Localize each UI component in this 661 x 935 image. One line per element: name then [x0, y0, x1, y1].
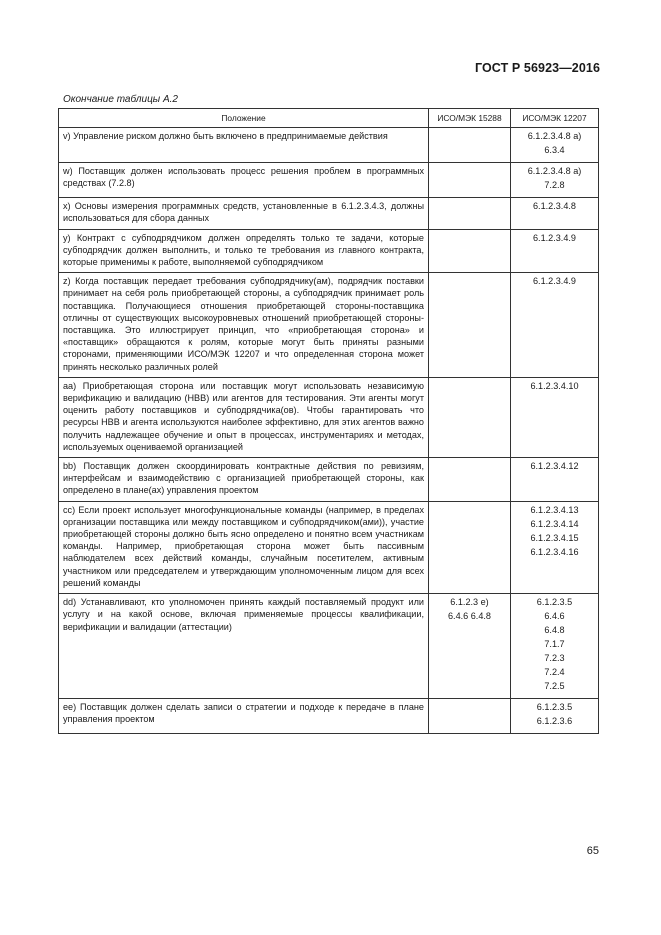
iso12207-cell — [511, 198, 599, 229]
iso12207-cell — [511, 163, 599, 198]
table-row — [59, 229, 599, 273]
clause-reference: 6.1.2.3 e) — [450, 597, 489, 608]
iso12207-cell — [511, 501, 599, 593]
column-header-provision: Положение — [59, 109, 429, 128]
clause-reference: 6.1.2.3.4.13 — [530, 504, 579, 515]
table-body — [59, 128, 599, 734]
iso15288-cell — [429, 128, 511, 163]
iso12207-cell — [511, 229, 599, 273]
provision-cell: v) Управление риском должно быть включено в предпринимаемые действия — [59, 128, 429, 163]
iso15288-cell — [429, 377, 511, 457]
table-row — [59, 699, 599, 734]
clause-reference: 6.1.2.3.5 — [536, 597, 573, 608]
iso15288-cell — [429, 273, 511, 378]
table-row — [59, 128, 599, 163]
iso12207-cell — [511, 273, 599, 378]
clause-reference: 6.4.6 — [544, 611, 565, 622]
table-row — [59, 198, 599, 229]
table-row — [59, 501, 599, 593]
clause-reference: 7.2.4 — [544, 667, 565, 678]
table-row — [59, 163, 599, 198]
column-header-iso15288: ИСО/МЭК 15288 — [429, 109, 511, 128]
provision-cell: cc) Если проект использует многофункциональные команды (например, в пределах организации поставщика или между поставщиком и субподрядчиком(ами)), участие приобретающей стороны должно быть ясно определено и понятно всем участникам команды. Например, приобретающая сторона может быть пассивным наблюдателем всех действий команды, случайным посетителем, активным участником или председателем и утверждающим уполномоченным лицом для всех решений команды — [59, 501, 429, 593]
provision-cell: x) Основы измерения программных средств, установленные в 6.1.2.3.4.3, должны использоваться для сбора данных — [59, 198, 429, 229]
clause-reference: 6.1.2.3.4.9 — [533, 276, 576, 287]
clause-reference: 6.4.8 — [544, 625, 565, 636]
iso12207-cell — [511, 128, 599, 163]
iso15288-cell — [429, 229, 511, 273]
table-row — [59, 594, 599, 699]
iso15288-cell — [429, 458, 511, 502]
iso12207-cell — [511, 377, 599, 457]
clause-reference: 6.1.2.3.4.9 — [533, 232, 576, 243]
provision-cell: bb) Поставщик должен скоординировать контрактные действия по ревизиям, интерфейсам и взаимодействию с организацией приобретающей стороны, как определено в плане(ах) управления проектом — [59, 458, 429, 502]
clause-reference: 6.1.2.3.4.8 a) — [527, 131, 582, 142]
iso15288-cell — [429, 501, 511, 593]
clause-reference: 6.1.2.3.4.16 — [530, 546, 579, 557]
clause-reference: 6.1.2.3.4.14 — [530, 518, 579, 529]
provision-cell: z) Когда поставщик передает требования субподрядчику(ам), подрядчик поставки принимает на себя роль приобретающей стороны, а субподрядчик принимает роль поставщика. Получающиеся отношения приобретающей стороны-поставщика отличны от существующих высокоуровневых отношений приобретающей стороны-поставщика. Это иллюстрирует принцип, что «приобретающая сторона» и «поставщик» обращаются к ролям, которые могут быть приняты разными сторонами, применяющими ИСО/МЭК 12207 и что определенная сторона может принять несколько различных ролей — [59, 273, 429, 378]
iso12207-cell — [511, 458, 599, 502]
provision-cell: aa) Приобретающая сторона или поставщик могут использовать независимую верификацию и валидацию (НВВ) или агентов для тестирования. Эти агенты могут оценить работу поставщиков и субподрядчика(ов). Чтобы гарантировать что ресурсы НВВ и агента используются наиболее эффективно, для этих агентов важно получить надлежащее обучение и опыт в процессах, инструментариях и методах, используемых оцениваемой организацией — [59, 377, 429, 457]
clause-reference: 6.1.2.3.4.12 — [530, 461, 579, 472]
clause-reference: 6.1.2.3.4.10 — [530, 380, 579, 391]
iso12207-cell — [511, 594, 599, 699]
iso15288-cell — [429, 699, 511, 734]
table-caption: Окончание таблицы А.2 — [63, 94, 178, 105]
clause-reference: 6.1.2.3.4.8 a) — [527, 166, 582, 177]
provision-cell: y) Контракт с субподрядчиком должен определять только те задачи, которые субподрядчик должен выполнить, и только те требования из главного контракта, которые применимы к работе, выполняемой субподрядчиком — [59, 229, 429, 273]
standard-designation: ГОСТ Р 56923—2016 — [474, 61, 600, 75]
clause-reference: 6.1.2.3.6 — [536, 716, 573, 727]
table-row — [59, 458, 599, 502]
provision-cell: w) Поставщик должен использовать процесс решения проблем в программных средствах (7.2.8) — [59, 163, 429, 198]
clause-reference: 7.2.8 — [544, 180, 565, 191]
clause-reference: 6.3.4 — [544, 145, 565, 156]
provision-cell: dd) Устанавливают, кто уполномочен принять каждый поставляемый продукт или услугу и на какой основе, включая применяемые процессы квалификации, верификации и валидации (аттестации) — [59, 594, 429, 699]
table-row — [59, 273, 599, 378]
clause-reference: 6.1.2.3.5 — [536, 702, 573, 713]
clause-reference: 7.2.5 — [544, 681, 565, 692]
clause-reference: 7.2.3 — [544, 653, 565, 664]
iso15288-cell — [429, 198, 511, 229]
table-row — [59, 377, 599, 457]
table-header-row — [59, 109, 599, 128]
provision-cell: ee) Поставщик должен сделать записи о стратегии и подходе к передаче в плане управления проектом — [59, 699, 429, 734]
clause-reference: 7.1.7 — [544, 639, 565, 650]
iso15288-cell — [429, 163, 511, 198]
column-header-iso12207: ИСО/МЭК 12207 — [511, 109, 599, 128]
clause-reference: 6.4.6 6.4.8 — [448, 611, 491, 622]
clause-reference: 6.1.2.3.4.8 — [533, 201, 576, 212]
requirements-table — [58, 108, 599, 734]
iso15288-cell — [429, 594, 511, 699]
clause-reference: 6.1.2.3.4.15 — [530, 532, 579, 543]
iso12207-cell — [511, 699, 599, 734]
page-number: 65 — [586, 845, 599, 857]
